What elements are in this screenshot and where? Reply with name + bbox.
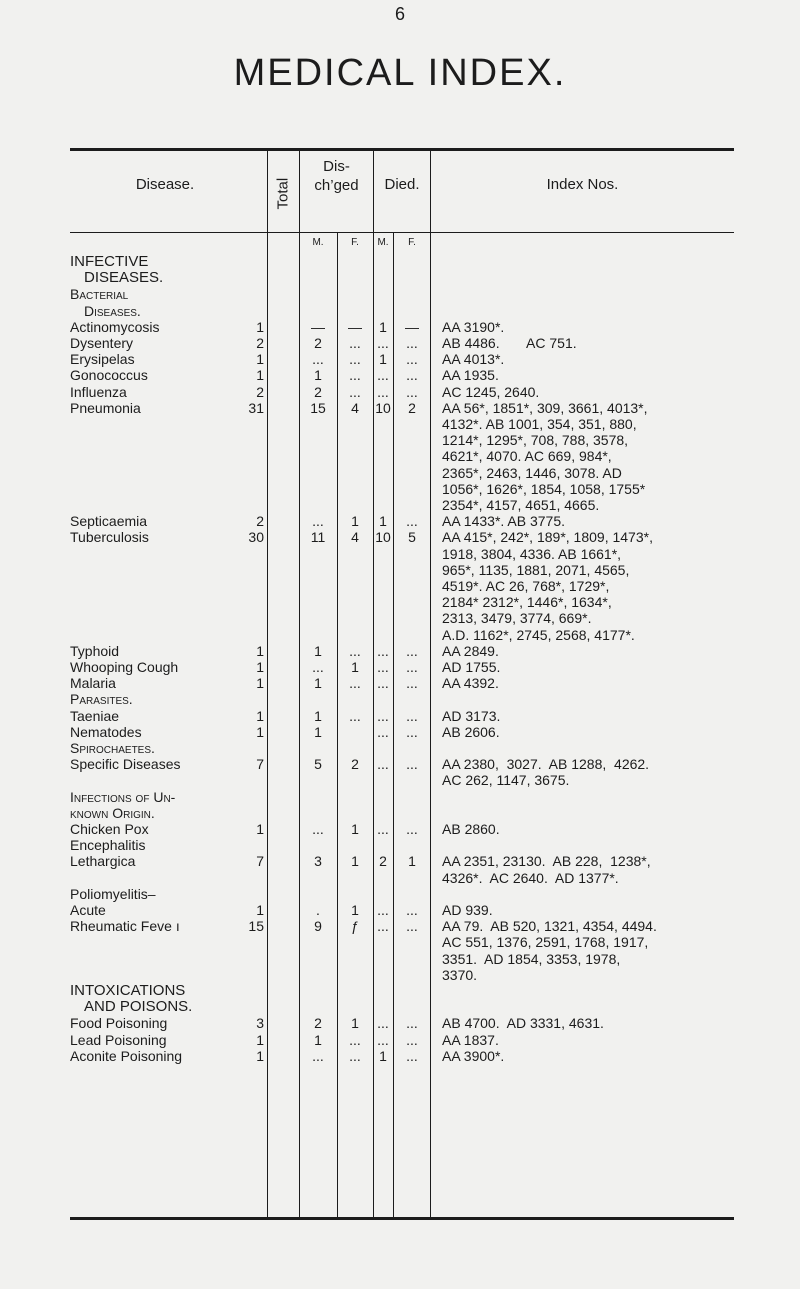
- header-discharged-f: F.: [351, 237, 359, 248]
- header-died: Died.: [384, 176, 420, 193]
- died-f: ...: [406, 707, 418, 724]
- died-f: ...: [406, 513, 418, 530]
- index-numbers: AA 79. AB 520, 1321, 4354, 4494. AC 551, 1376, 2591, 1768, 1917, 3351. AD 1854, 3353, 1978, 3370.: [442, 918, 657, 983]
- died-f: —: [405, 318, 419, 335]
- discharged-m: 1: [314, 675, 322, 692]
- row-label: INTOXICATIONS: [70, 982, 186, 999]
- index-numbers: AA 56*, 1851*, 309, 3661, 4013*, 4132*. AB 1001, 354, 351, 880, 1214*, 1295*, 708, 788, 3578, 4621*, 4070. AC 669, 984*, 2365*, 2463, 1446, 3078. AD 1056*, 1626*, 1854, 1058, 1755* 2354*, 4157, 4651, 4665.: [442, 399, 648, 514]
- died-f: 5: [408, 529, 416, 546]
- total-value: 15: [248, 918, 264, 935]
- header-index: Index Nos.: [546, 176, 619, 193]
- discharged-f: ...: [349, 707, 361, 724]
- died-m: ...: [377, 367, 389, 384]
- died-m: ...: [377, 335, 389, 351]
- died-f: ...: [406, 821, 418, 837]
- died-m: 10: [375, 529, 391, 546]
- index-numbers: AB 2606.: [442, 723, 500, 740]
- row-label: Chicken Pox: [70, 821, 149, 837]
- row-label: Malaria: [70, 675, 116, 692]
- died-m: 10: [375, 399, 391, 416]
- row-label: Taeniae: [70, 707, 120, 724]
- discharged-m: ...: [312, 513, 324, 530]
- row-label: Influenza: [70, 383, 127, 400]
- died-m: ...: [377, 723, 389, 740]
- total-value: 2: [256, 513, 264, 530]
- discharged-f: ...: [349, 675, 361, 692]
- discharged-f: ...: [349, 367, 361, 384]
- total-value: 1: [256, 367, 264, 384]
- total-value: 2: [256, 383, 264, 400]
- discharged-f: 2: [351, 756, 359, 773]
- row-label: Pneumonia: [70, 399, 141, 416]
- header-divider: [70, 232, 734, 233]
- header-died-f: F.: [408, 237, 416, 248]
- index-numbers: AA 4392.: [442, 675, 499, 692]
- discharged-f: ...: [349, 1031, 361, 1048]
- total-value: 7: [256, 853, 264, 870]
- table-top-rule: [70, 148, 734, 151]
- discharged-f: 1: [351, 1015, 359, 1032]
- row-label: Diseases.: [84, 302, 141, 319]
- total-value: 1: [256, 1047, 264, 1064]
- index-numbers: AD 1755.: [442, 659, 501, 675]
- row-label: Lead Poisoning: [70, 1031, 167, 1048]
- discharged-f: ...: [349, 351, 361, 368]
- index-numbers: AA 1935.: [442, 367, 499, 384]
- row-label: Actinomycosis: [70, 318, 160, 335]
- discharged-f: 4: [351, 399, 359, 416]
- discharged-m: 1: [314, 1031, 322, 1048]
- died-f: 2: [408, 399, 416, 416]
- discharged-m: 9: [314, 918, 322, 935]
- died-f: ...: [406, 659, 418, 675]
- total-value: 1: [256, 1031, 264, 1048]
- row-label: Bacterial: [70, 286, 129, 303]
- row-label: Dysentery: [70, 335, 134, 351]
- discharged-m: —: [311, 318, 325, 335]
- discharged-f: 1: [351, 513, 359, 530]
- died-f: ...: [406, 1031, 418, 1048]
- index-numbers: AD 939.: [442, 902, 493, 918]
- died-m: 2: [379, 853, 387, 870]
- header-discharged-m: M.: [312, 237, 324, 248]
- died-m: ...: [377, 756, 389, 773]
- total-value: 1: [256, 318, 264, 335]
- discharged-m: 1: [314, 707, 322, 724]
- total-value: 1: [256, 642, 264, 659]
- total-value: 1: [256, 675, 264, 692]
- total-value: 30: [248, 529, 264, 546]
- discharged-m: 15: [310, 399, 326, 416]
- died-m: ...: [377, 675, 389, 692]
- died-f: 1: [408, 853, 416, 870]
- died-m: ...: [377, 383, 389, 400]
- died-m: ...: [377, 707, 389, 724]
- died-f: ...: [406, 367, 418, 384]
- discharged-m: .: [316, 902, 320, 918]
- discharged-f: 1: [351, 853, 359, 870]
- discharged-f: 1: [351, 659, 359, 675]
- index-numbers: AA 4013*.: [442, 351, 505, 368]
- discharged-m: ...: [312, 1047, 324, 1064]
- row-label: DISEASES.: [84, 269, 164, 287]
- total-value: 1: [256, 707, 264, 724]
- discharged-f: —: [348, 318, 362, 335]
- page-number: 6: [394, 4, 405, 24]
- index-numbers: AA 2380, 3027. AB 1288, 4262. AC 262, 1147, 3675.: [442, 756, 650, 789]
- total-value: 31: [248, 399, 264, 416]
- died-m: 1: [379, 318, 387, 335]
- died-f: ...: [406, 642, 418, 659]
- discharged-m: 2: [314, 335, 322, 351]
- died-m: ...: [377, 642, 389, 659]
- index-numbers: AB 2860.: [442, 821, 500, 837]
- died-m: ...: [377, 821, 389, 837]
- row-label: Spirochaetes.: [70, 740, 155, 756]
- total-value: 1: [256, 723, 264, 740]
- header-discharged-2: ch’ged: [314, 177, 359, 194]
- total-value: 1: [256, 821, 264, 837]
- row-label: Erysipelas: [70, 351, 135, 368]
- discharged-f: ...: [349, 383, 361, 400]
- died-f: ...: [406, 723, 418, 740]
- table-bottom-rule: [70, 1217, 734, 1220]
- col-divider: [267, 150, 268, 1218]
- discharged-m: ...: [312, 659, 324, 675]
- died-m: ...: [377, 1015, 389, 1032]
- row-label: AND POISONS.: [84, 998, 193, 1016]
- index-numbers: AB 4486. AC 751.: [442, 335, 577, 351]
- row-label: Poliomyelitis–: [70, 885, 156, 902]
- row-label: Acute: [70, 902, 106, 918]
- row-label: Typhoid: [70, 642, 120, 659]
- died-f: ...: [406, 902, 418, 918]
- discharged-f: ƒ: [351, 918, 359, 935]
- died-m: ...: [377, 918, 389, 935]
- total-value: 1: [256, 902, 264, 918]
- discharged-m: ...: [312, 821, 324, 837]
- discharged-f: 1: [351, 821, 359, 837]
- page-title: MEDICAL INDEX.: [233, 52, 567, 94]
- row-label: Specific Diseases: [70, 756, 181, 773]
- row-label: Septicaemia: [70, 513, 148, 530]
- row-label: Encephalitis: [70, 837, 146, 854]
- header-disease: Disease.: [135, 176, 195, 193]
- discharged-m: 3: [314, 853, 322, 870]
- total-value: 1: [256, 659, 264, 675]
- died-m: ...: [377, 902, 389, 918]
- row-label: Food Poisoning: [70, 1015, 168, 1032]
- index-numbers: AD 3173.: [442, 707, 501, 724]
- discharged-m: 2: [314, 383, 322, 400]
- row-label: Lethargica: [70, 853, 136, 870]
- row-label: Nematodes: [70, 723, 142, 740]
- discharged-f: ...: [349, 335, 361, 351]
- index-numbers: AA 3900*.: [442, 1047, 505, 1064]
- index-numbers: AA 1837.: [442, 1031, 499, 1048]
- died-f: ...: [406, 351, 418, 368]
- discharged-m: 1: [314, 367, 322, 384]
- total-value: 2: [256, 335, 264, 351]
- row-label: Rheumatic Feve ı: [70, 918, 180, 935]
- index-numbers: AA 3190*.: [442, 318, 505, 335]
- row-label: Infections of Un-: [70, 788, 176, 805]
- died-f: ...: [406, 918, 418, 935]
- died-m: 1: [379, 351, 387, 368]
- discharged-f: ...: [349, 642, 361, 659]
- header-died-m: M.: [377, 237, 389, 248]
- died-f: ...: [406, 335, 418, 351]
- index-numbers: AA 2849.: [442, 642, 499, 659]
- died-f: ...: [406, 675, 418, 692]
- row-label: INFECTIVE: [70, 253, 149, 270]
- died-m: ...: [377, 659, 389, 675]
- total-value: 3: [256, 1015, 264, 1032]
- died-m: ...: [377, 1031, 389, 1048]
- row-label: Whooping Cough: [70, 659, 179, 675]
- discharged-f: 1: [351, 902, 359, 918]
- discharged-m: 2: [314, 1015, 322, 1032]
- discharged-m: 5: [314, 756, 322, 773]
- header-discharged-1: Dis-: [323, 158, 350, 175]
- died-f: ...: [406, 1047, 418, 1064]
- row-label: Parasites.: [70, 691, 133, 708]
- died-f: ...: [406, 756, 418, 773]
- discharged-m: 1: [314, 723, 322, 740]
- discharged-f: 4: [351, 529, 359, 546]
- died-f: ...: [406, 1015, 418, 1032]
- discharged-m: ...: [312, 351, 324, 368]
- row-label: known Origin.: [70, 804, 155, 821]
- index-numbers: AC 1245, 2640.: [442, 383, 540, 400]
- index-numbers: AB 4700. AD 3331, 4631.: [442, 1015, 604, 1032]
- header-total: Total: [274, 177, 292, 210]
- total-value: 1: [256, 351, 264, 368]
- died-f: ...: [406, 383, 418, 400]
- discharged-m: 11: [310, 529, 326, 546]
- row-label: Gonococcus: [70, 367, 148, 384]
- index-numbers: AA 1433*. AB 3775.: [442, 513, 565, 530]
- index-numbers: AA 2351, 23130. AB 228, 1238*, 4326*. AC 2640. AD 1377*.: [442, 853, 651, 886]
- total-value: 7: [256, 756, 264, 773]
- discharged-f: ...: [349, 1047, 361, 1064]
- died-m: 1: [379, 513, 387, 530]
- index-numbers: AA 415*, 242*, 189*, 1809, 1473*, 1918, 3804, 4336. AB 1661*, 965*, 1135, 1881, 2071, 4565, 4519*. AC 26, 768*, 1729*, 2184* 2312*, 1446*, 1634*, 2313, 3479, 3774, 669*. A.D. 1162*, 2745, 2568, 4177*.: [442, 529, 653, 643]
- discharged-m: 1: [314, 642, 322, 659]
- died-m: 1: [379, 1047, 387, 1064]
- row-label: Tuberculosis: [70, 529, 149, 546]
- row-label: Aconite Poisoning: [70, 1047, 183, 1064]
